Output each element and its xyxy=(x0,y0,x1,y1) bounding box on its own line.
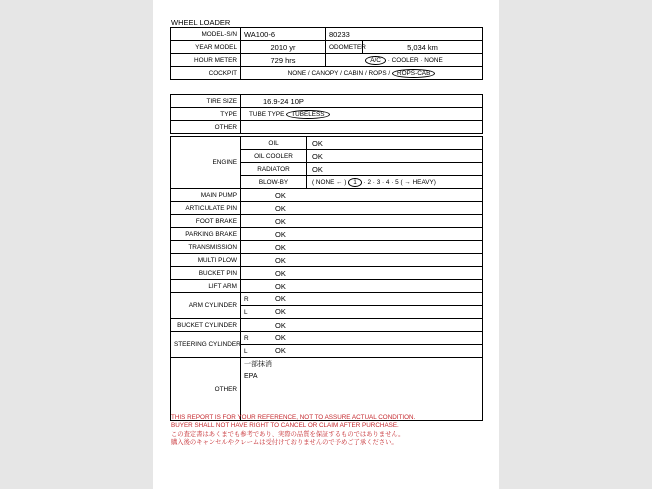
cockpit-label: COCKPIT xyxy=(171,67,241,80)
other-note-line-2: EPA xyxy=(244,373,258,380)
arm-cylinder-l-label: L xyxy=(244,309,248,316)
tire-type-label: TYPE xyxy=(171,108,241,121)
cockpit-selected: ROPS-CAB xyxy=(392,69,435,78)
disclaimer xyxy=(171,414,415,448)
arm-cylinder-label: ARM CYLINDER xyxy=(171,293,241,319)
arm-cylinder-r-row xyxy=(241,293,483,306)
other-note-line-1: 一部抹消 xyxy=(244,361,272,368)
inspection-table xyxy=(170,136,483,421)
disclaimer-line-4: 購入後のキャンセルやクレームは受付けておりませんので予めご了承ください。 xyxy=(171,439,398,447)
blowby-selected: 1 xyxy=(348,178,362,187)
ac-options xyxy=(326,54,483,67)
blowby-scale xyxy=(307,176,483,189)
engine-oil-label: OIL xyxy=(241,137,307,150)
serial-value: 80233 xyxy=(326,28,483,41)
transmission-label: TRANSMISSION xyxy=(171,241,241,254)
hour-meter-label: HOUR METER xyxy=(171,54,241,67)
engine-oil-cooler-value: OK xyxy=(307,150,483,163)
foot-brake-value: OK xyxy=(241,215,483,228)
cockpit-options xyxy=(241,67,483,80)
blowby-levels: · 2 · 3 · 4 · 5 ( → HEAVY) xyxy=(363,178,436,186)
multi-plow-value: OK xyxy=(241,254,483,267)
odometer-label: ODOMETER xyxy=(326,41,363,54)
tire-size-value: 16.9-24 10P xyxy=(241,95,483,108)
engine-radiator-label: RADIATOR xyxy=(241,163,307,176)
odometer-value: 5,034 km xyxy=(363,41,483,54)
disclaimer-line-3: この査定書はあくまでも参考であり、実際の品質を保証するものではありません。 xyxy=(171,430,405,438)
steering-cylinder-l-value: OK xyxy=(275,346,286,355)
arm-cylinder-l-value: OK xyxy=(275,307,286,316)
disclaimer-line-1: THIS REPORT IS FOR YOUR REFERENCE, NOT TO ASSURE ACTUAL CONDITION. xyxy=(171,414,416,421)
engine-radiator-value: OK xyxy=(307,163,483,176)
ac-selected: A/C xyxy=(365,56,386,65)
year-value: 2010 yr xyxy=(241,41,326,54)
cockpit-option-list: NONE / CANOPY / CABIN / ROPS / xyxy=(287,69,391,77)
foot-brake-label: FOOT BRAKE xyxy=(171,215,241,228)
engine-oil-value: OK xyxy=(307,137,483,150)
tire-other-label: OTHER xyxy=(171,121,241,134)
other-label: OTHER xyxy=(171,358,241,421)
ac-separator: · xyxy=(387,56,390,64)
parking-brake-label: PARKING BRAKE xyxy=(171,228,241,241)
year-label: YEAR MODEL xyxy=(171,41,241,54)
document-title: WHEEL LOADER xyxy=(171,18,231,27)
tire-other-value xyxy=(241,121,483,134)
disclaimer-line-2: BUYER SHALL NOT HAVE RIGHT TO CANCEL OR CLAIM AFTER PURCHASE. xyxy=(171,422,399,430)
model-label: MODEL-S/N xyxy=(171,28,241,41)
bucket-cylinder-label: BUCKET CYLINDER xyxy=(171,319,241,332)
steering-cylinder-l-label: L xyxy=(244,348,248,355)
articulate-pin-value: OK xyxy=(241,202,483,215)
lift-arm-label: LIFT ARM xyxy=(171,280,241,293)
tire-type-selected: TUBELESS xyxy=(286,110,329,119)
transmission-value: OK xyxy=(241,241,483,254)
blowby-label: BLOW-BY xyxy=(241,176,307,189)
hour-meter-value: 729 hrs xyxy=(241,54,326,67)
steering-cylinder-r-label: R xyxy=(244,335,249,342)
multi-plow-label: MULTI PLOW xyxy=(171,254,241,267)
arm-cylinder-r-label: R xyxy=(244,296,249,303)
steering-cylinder-l-row xyxy=(241,345,483,358)
engine-label: ENGINE xyxy=(171,137,241,189)
arm-cylinder-l-row xyxy=(241,306,483,319)
tire-table xyxy=(170,94,483,134)
main-pump-label: MAIN PUMP xyxy=(171,189,241,202)
steering-cylinder-label: STEERING CYLINDER xyxy=(171,332,241,358)
engine-oil-cooler-label: OIL COOLER xyxy=(241,150,307,163)
bucket-cylinder-value: OK xyxy=(241,319,483,332)
bucket-pin-label: BUCKET PIN xyxy=(171,267,241,280)
tire-size-label: TIRE SIZE xyxy=(171,95,241,108)
other-notes xyxy=(241,358,483,421)
main-pump-value: OK xyxy=(241,189,483,202)
ac-other-options: COOLER · NONE xyxy=(391,56,443,64)
parking-brake-value: OK xyxy=(241,228,483,241)
tire-type-options xyxy=(241,108,483,121)
machine-info-table xyxy=(170,27,483,80)
steering-cylinder-r-value: OK xyxy=(275,333,286,342)
blowby-none: ( NONE ← ) xyxy=(312,178,347,186)
model-value: WA100-6 xyxy=(241,28,326,41)
steering-cylinder-r-row xyxy=(241,332,483,345)
bucket-pin-value: OK xyxy=(241,267,483,280)
tire-type-option: TUBE TYPE xyxy=(249,110,285,118)
lift-arm-value: OK xyxy=(241,280,483,293)
arm-cylinder-r-value: OK xyxy=(275,294,286,303)
articulate-pin-label: ARTICULATE PIN xyxy=(171,202,241,215)
